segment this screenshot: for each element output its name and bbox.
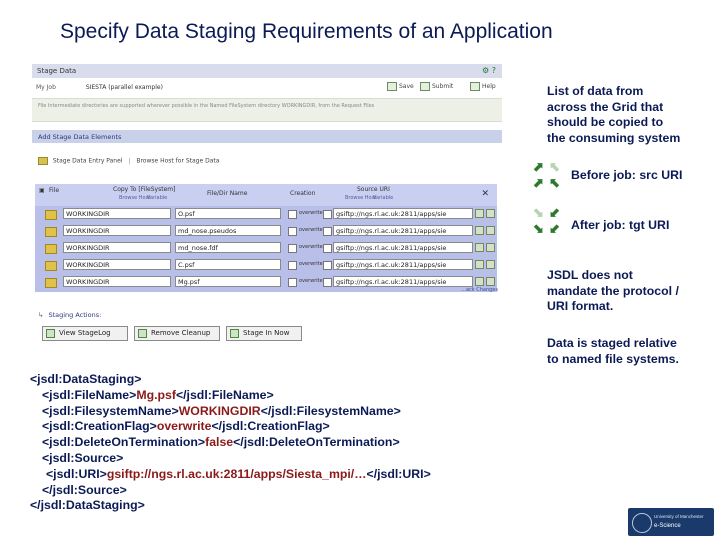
creation-checkbox[interactable]: [288, 210, 297, 219]
submit-icon: [420, 82, 430, 91]
uri-checkbox[interactable]: [323, 244, 332, 253]
uri-checkbox[interactable]: [323, 278, 332, 287]
filesystem-select[interactable]: WORKINGDIR: [63, 276, 171, 287]
stage-in-arrows-icon: ⬈ ⬉ ⬈ ⬉: [533, 159, 560, 190]
col-file: File: [49, 187, 60, 194]
add-section-title: Add Stage Data Elements: [38, 133, 122, 141]
panel-header: [32, 64, 502, 78]
source-uri-input[interactable]: gsiftp://ngs.rl.ac.uk:2811/apps/sie: [333, 208, 473, 219]
uri-checkbox[interactable]: [323, 261, 332, 270]
header-actions: [482, 66, 496, 75]
col-copy-to: Copy To [FileSystem]: [113, 186, 176, 193]
delete-icon[interactable]: [486, 260, 495, 269]
table-row: [35, 240, 497, 257]
job-label: My Job: [36, 84, 56, 91]
creation-checkbox[interactable]: [288, 244, 297, 253]
copy-to-variable[interactable]: Variable: [147, 195, 168, 201]
folder-icon[interactable]: [45, 244, 57, 254]
code-line: </jsdl:Source>: [42, 482, 127, 497]
file-name-input[interactable]: C.psf: [175, 259, 281, 270]
add-entry-icon: [38, 157, 48, 165]
cleanup-icon: [138, 329, 147, 338]
copy-to-browse[interactable]: Browse Host: [119, 195, 151, 201]
view-stagelog-button[interactable]: View StageLog: [42, 326, 128, 341]
file-name-input[interactable]: O.psf: [175, 208, 281, 219]
grid-header: [35, 184, 497, 206]
select-all-icon[interactable]: ▣: [39, 187, 45, 194]
code-line: <jsdl:DeleteOnTermination>false</jsdl:DeleteOnTermination>: [42, 435, 400, 450]
creation-checkbox[interactable]: [288, 278, 297, 287]
help-button[interactable]: Help: [470, 82, 496, 91]
stage-data-panel: [32, 64, 502, 346]
settings-icon[interactable]: ⚙: [482, 66, 490, 75]
creation-checkbox[interactable]: [288, 261, 297, 270]
stage-in-icon: [230, 329, 239, 338]
edit-icon[interactable]: [475, 226, 484, 235]
log-icon: [46, 329, 55, 338]
file-name-input[interactable]: md_nose.pseudos: [175, 225, 281, 236]
slide-title: Specify Data Staging Requirements of an Application: [60, 20, 553, 43]
delete-icon[interactable]: [486, 209, 495, 218]
filesystem-select[interactable]: WORKINGDIR: [63, 208, 171, 219]
add-section-header: [32, 130, 502, 143]
grid-footer-link[interactable]: ...ack Changes: [461, 287, 498, 293]
code-line: <jsdl:DataStaging>: [30, 372, 142, 386]
staging-actions-label: ↳ Staging Actions:: [38, 311, 102, 319]
delete-icon[interactable]: [486, 226, 495, 235]
file-name-input[interactable]: md_nose.fdf: [175, 242, 281, 253]
stage-entry-link[interactable]: Stage Data Entry Panel: [52, 157, 123, 165]
jsdl-protocol-note: JSDL does not mandate the protocol / URI format.: [547, 268, 679, 314]
stage-out-arrows-icon: ⬊ ⬋ ⬊ ⬋: [533, 205, 560, 236]
folder-icon[interactable]: [45, 210, 57, 220]
data-staged-note: Data is staged relative to named file systems.: [547, 336, 679, 366]
list-of-data-note: List of data from across the Grid that should be copied to the consuming system: [547, 84, 681, 145]
close-icon[interactable]: ✕: [481, 189, 489, 199]
panel-title: Stage Data: [37, 67, 77, 75]
source-uri-input[interactable]: gsiftp://ngs.rl.ac.uk:2811/apps/sie: [333, 242, 473, 253]
filesystem-select[interactable]: WORKINGDIR: [63, 242, 171, 253]
delete-icon[interactable]: [486, 277, 495, 286]
code-line: <jsdl:FileName>Mg.psf</jsdl:FileName>: [42, 387, 274, 402]
job-info: [36, 84, 163, 91]
col-creation: Creation: [290, 190, 316, 197]
info-text: File Intermediate directories are supported wherever possible in the Named FileSystem directory WORKINGDIR, from the Request Files: [38, 103, 375, 109]
folder-icon[interactable]: [45, 227, 57, 237]
uri-checkbox[interactable]: [323, 210, 332, 219]
job-name: SIESTA (parallel example): [85, 84, 163, 91]
crest-icon: [632, 513, 652, 533]
folder-icon[interactable]: [45, 261, 57, 271]
code-line: <jsdl:CreationFlag>overwrite</jsdl:CreationFlag>: [42, 419, 330, 434]
creation-flag: overwrite: [299, 210, 323, 216]
table-row: [35, 223, 497, 240]
university-logo: University of Manchester e-Science: [628, 508, 714, 536]
col-source-uri: Source URI: [357, 186, 390, 193]
col-file-dir-name: File/Dir Name: [207, 190, 248, 197]
help-doc-icon: [470, 82, 480, 91]
help-icon[interactable]: ?: [491, 66, 496, 75]
table-row: [35, 274, 497, 291]
edit-icon[interactable]: [475, 243, 484, 252]
filesystem-select[interactable]: WORKINGDIR: [63, 259, 171, 270]
return-arrow-icon: ↳: [38, 311, 44, 319]
save-button[interactable]: Save: [387, 82, 414, 91]
folder-icon[interactable]: [45, 278, 57, 288]
code-line: <jsdl:Source>: [42, 450, 124, 465]
uri-checkbox[interactable]: [323, 227, 332, 236]
submit-button[interactable]: Submit: [420, 82, 453, 91]
code-line: <jsdl:URI>gsiftp://ngs.rl.ac.uk:2811/apps/Siesta_mpi/…</jsdl:URI>: [46, 466, 431, 481]
browse-host-link[interactable]: Browse Host for Stage Data: [136, 157, 220, 165]
creation-checkbox[interactable]: [288, 227, 297, 236]
remove-cleanup-button[interactable]: Remove Cleanup: [134, 326, 220, 341]
add-links: Stage Data Entry Panel | Browse Host for Stage Data: [38, 157, 219, 165]
creation-flag: overwrite: [299, 278, 323, 284]
filesystem-select[interactable]: WORKINGDIR: [63, 225, 171, 236]
source-uri-input[interactable]: gsiftp://ngs.rl.ac.uk:2811/apps/sie: [333, 225, 473, 236]
code-line: </jsdl:DataStaging>: [30, 498, 145, 513]
source-uri-input[interactable]: gsiftp://ngs.rl.ac.uk:2811/apps/sie: [333, 259, 473, 270]
table-row: [35, 257, 497, 274]
before-job-note: Before job: src URI: [571, 168, 683, 182]
file-name-input[interactable]: Mg.psf: [175, 276, 281, 287]
edit-icon[interactable]: [475, 260, 484, 269]
stage-data-grid: [35, 184, 497, 292]
source-variable[interactable]: Variable: [373, 195, 394, 201]
edit-icon[interactable]: [475, 209, 484, 218]
source-browse[interactable]: Browse Host: [345, 195, 377, 201]
save-icon: [387, 82, 397, 91]
jsdl-code-block: [30, 372, 431, 514]
creation-flag: overwrite: [299, 261, 323, 267]
edit-icon[interactable]: [475, 277, 484, 286]
stage-in-now-button[interactable]: Stage In Now: [226, 326, 302, 341]
source-uri-input[interactable]: gsiftp://ngs.rl.ac.uk:2811/apps/sie: [333, 276, 473, 287]
creation-flag: overwrite: [299, 244, 323, 250]
code-line: <jsdl:FilesystemName>WORKINGDIR</jsdl:FilesystemName>: [42, 403, 401, 418]
after-job-note: After job: tgt URI: [571, 218, 670, 232]
table-row: [35, 206, 497, 223]
delete-icon[interactable]: [486, 243, 495, 252]
creation-flag: overwrite: [299, 227, 323, 233]
info-banner: [32, 98, 502, 122]
